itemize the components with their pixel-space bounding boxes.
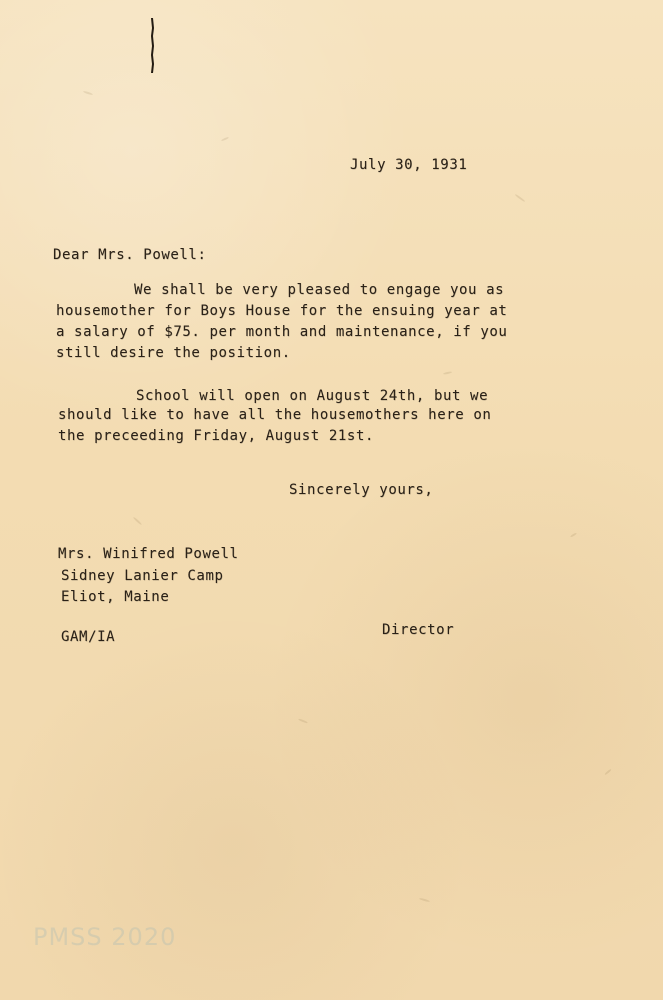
body-line-6: should like to have all the housemothers here on [58,407,492,423]
letter-date: July 30, 1931 [350,157,468,173]
body-line-4: still desire the position. [56,345,291,361]
paper-fiber [133,517,143,526]
paper-fiber [298,718,308,724]
paper-fiber [570,532,577,537]
body-line-7: the preceeding Friday, August 21st. [58,428,375,444]
paper-fiber [83,91,93,96]
body-line-5: School will open on August 24th, but we [136,388,489,404]
body-line-2: housemother for Boys House for the ensuing year at [56,303,508,319]
ink-mark [149,18,155,73]
paper-fiber [443,371,452,375]
recipient-line-2: Sidney Lanier Camp [61,568,224,584]
signer-title: Director [382,622,455,638]
recipient-line-3: Eliot, Maine [61,589,170,605]
paper-fiber [419,898,430,903]
body-line-3: a salary of $75. per month and maintenance, if you [56,324,508,340]
watermark-text: PMSS 2020 [33,923,177,951]
ink-mark-graphic [149,18,155,73]
body-line-1: We shall be very pleased to engage you as [134,282,505,298]
salutation-line: Dear Mrs. Powell: [53,247,207,263]
paper-fiber [604,769,611,776]
closing-line: Sincerely yours, [289,482,434,498]
paper-fiber [515,194,526,203]
recipient-name: Mrs. Winifred Powell [58,546,239,562]
paper-fiber [221,136,229,141]
reference-initials: GAM/IA [61,629,116,645]
